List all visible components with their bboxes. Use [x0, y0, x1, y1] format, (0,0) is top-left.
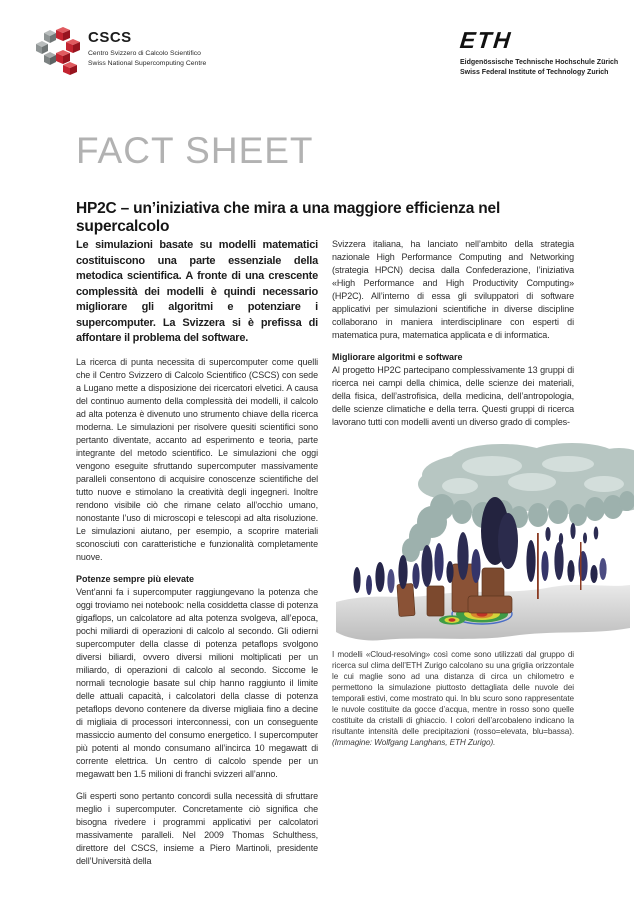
- cscs-cubes-icon: [36, 27, 80, 75]
- body-paragraph: Svizzera italiana, ha lanciato nell’ambito della strategia nazionale High Performance Computing and Networking (strategia HPCN) decisa dalla Confederazione, l’iniziativa «High Performance and High Productivity Computing» (HP2C). All’interno di essa gli sviluppatori di software applicativi per simulazioni scientifiche in diverse discipline collaborano in maniera interdisciplinare con esperti di matematica pura, matematica applicata e di informatica.: [332, 239, 574, 340]
- cscs-logo-name: CSCS: [88, 29, 132, 46]
- simulation-figure: [330, 438, 634, 643]
- figure-caption-text: I modelli «Cloud-resolving» così come sono utilizzati dal gruppo di ricerca sul clima dell’ETH Zurigo calcolano su una griglia orizzontale le cui maglie sono ad una distanza di circa un chilometro e permettono la simulazione piuttosto dettagliata delle nuvole dei temporali estivi, come mostrato qui. In blu scuro sono rappresentate le nuvole costituite da gocce d’acqua, mentre in rosso sono quelle costituite da cristalli di ghiaccio. I colori dell’arcobaleno indicano la risultante intensità delle precipitazioni (rosso=elevata, blu=bassa).: [332, 650, 574, 736]
- cscs-logo-text: [88, 27, 206, 68]
- cscs-logo: [36, 27, 206, 75]
- figure-caption-credit: (Immagine: Wolfgang Langhans, ETH Zurigo).: [332, 738, 496, 747]
- page-title: HP2C – un’iniziativa che mira a una maggiore efficienza nel supercalcolo: [76, 200, 501, 235]
- body-paragraph: La ricerca di punta necessita di supercomputer come quelli che il Centro Svizzero di Calcolo Scientifico (CSCS) con sede a Lugano mette a disposizione dei ricercatori elvetici. A causa del continuo aumento della complessità dei modelli, il calcolo ad alta potenza è divenuto uno strumento chiave della ricerca moderna. Le simulazioni per risolvere quesiti scientifici sono pertanto diventate, accanto ad esperimento e teoria, parte integrante del metodo scientifico. Le simulazioni che oggi vengono eseguite sfruttando supercomputer massivamente paralleli consentono di acquisire conoscenze scientifiche del tutto nuove e stimolano la creatività degli ingegneri. Inoltre rendono visibile ciò che rimane celato all’occhio umano, nonostante l’uso di microscopi e telescopi ad alta risoluzione. Le simulazioni aiutano, per esempio, a scoprire materiali sconosciuti con caratteristiche e funzionalità completamente nuove.: [76, 356, 318, 562]
- eth-logo-line2: Swiss Federal Institute of Technology Zurich: [460, 69, 609, 76]
- body-paragraph: Gli esperti sono pertanto concordi sulla necessità di sfruttare meglio i supercomputer. Concretamente ciò significa che bisogna rivedere i programmi applicativi per calcolatori massivamente paralleli. Nel 2009 Thomas Schulthess, direttore del CSCS, insieme a Piero Martinoli, presidente dell’Università della: [76, 790, 318, 866]
- cloud-simulation-image: [330, 438, 634, 643]
- right-column: [332, 238, 574, 877]
- left-column: [76, 238, 318, 877]
- cscs-logo-subtitle: [88, 49, 206, 68]
- eth-logo-line1: Eidgenössische Technische Hochschule Zürich: [460, 59, 619, 66]
- document-kicker: FACT SHEET: [76, 130, 314, 171]
- figure-caption: [332, 649, 574, 748]
- eth-logo-subtitle: [460, 58, 618, 78]
- body-columns: [76, 238, 574, 877]
- lead-paragraph: Le simulazioni basate su modelli matematici costituiscono una parte essenziale della metodica scientifica. A fronte di una crescente complessità dei modelli è quindi necessario migliorare gli algoritmi e potenziare i supercomputer. La Svizzera si è prefissa di affontare il problema del software.: [76, 239, 318, 344]
- body-paragraph: Al progetto HP2C partecipano complessivamente 13 gruppi di ricerca nei campi della chimica, delle scienze dei materiali, della fisica, dell’astrofisica, della medicina, dell’antropologia, delle scienze climatiche e della terra. Questi gruppi di ricerca lavorano tutti con modelli aventi un diverso grado di comples-: [332, 365, 574, 427]
- cscs-logo-line1: Centro Svizzero di Calcolo Scientifico: [88, 50, 201, 57]
- section-heading-migliorare: Migliorare algoritmi e software: [332, 352, 463, 362]
- eth-logo-name: ETH: [458, 27, 514, 53]
- section-heading-potenze: Potenze sempre più elevate: [76, 573, 195, 584]
- body-paragraph: Vent’anni fa i supercomputer raggiungevano la potenza che oggi troviamo nei notebook: nella cosiddetta classe di potenza gigaflops, un calcolatore ad alta potenza svolgeva, all’epoca, pochi miliardi di operazioni di calcolo al secondo. Gli odierni supercomputer della classe di potenza petaflops svolgono diversi biliardi, ovvero diversi milioni moltiplicati per un miliardo, di operazioni di calcolo al secondo. Siccome le normali tecnologie basate sul chip hanno raggiunto il limite delle attuali capacità, i calcolatori della classe di potenza petaflops devono contenere da diverse migliaia fino a decine di migliaia di processori interconnessi, con un conseguente massiccio aumento del consumo energetico. I supercomputer più potenti al mondo consumano all’incirca 10 megawatt di corrente elettrica. Un centro di calcolo spende per un megawatt ben 1.5 milioni di franchi svizzeri all’anno.: [76, 586, 318, 779]
- eth-logo: [460, 27, 618, 78]
- cscs-logo-line2: Swiss National Supercomputing Centre: [88, 59, 207, 67]
